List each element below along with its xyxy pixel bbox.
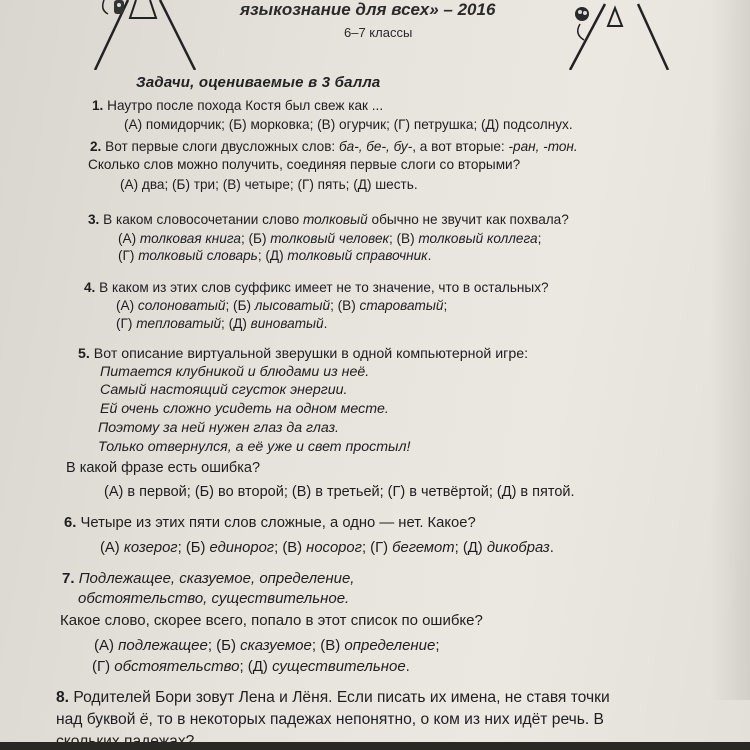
poem-line-1: Питается клубникой и блюдами из неё. — [100, 364, 370, 380]
key-word: толковый — [302, 212, 368, 227]
question-text: Вот описание виртуальной зверушки в одной компьютерной игре: — [93, 346, 529, 362]
question-text: Четыре из этих пяти слов сложные, а одно — нет. Какое? — [80, 515, 476, 531]
question-6 — [64, 515, 476, 532]
question-2-line2: Сколько слов можно получить, соединяя первые слоги со вторыми? — [88, 157, 521, 172]
option-a: козерог — [123, 540, 178, 556]
question-7-options-row1: (А) подлежащее; (Б) сказуемое; (В) определение; — [94, 637, 440, 654]
question-3-options-row2: (Г) толковый словарь; (Д) толковый справочник. — [118, 248, 432, 263]
question-number: 8. — [56, 689, 70, 706]
question-1-options: (А) помидорчик; (Б) морковка; (В) огурчик; (Г) петрушка; (Д) подсолнух. — [124, 117, 573, 132]
question-number: 1. — [92, 98, 104, 113]
word-list-line-2: обстоятельство, существительное. — [78, 590, 350, 607]
syllables-second: -ран, -тон. — [508, 139, 578, 154]
option-a: толковая книга — [139, 231, 241, 246]
question-7-prompt: Какое слово, скорее всего, попало в этот список по ошибке? — [60, 612, 483, 629]
question-3 — [88, 211, 569, 228]
question-6-options: (А) козерог; (Б) единорог; (В) носорог; (Г) бегемот; (Д) дикобраз. — [100, 540, 554, 556]
option-b: лысоватый — [254, 298, 331, 313]
question-number: 5. — [78, 346, 90, 362]
option-c: толковый коллега — [418, 231, 538, 246]
question-text: В каком словосочетании слово — [103, 212, 303, 227]
option-b: единорог — [209, 540, 275, 556]
question-2-options: (А) два; (Б) три; (В) четыре; (Г) пять; (Д) шесть. — [120, 177, 418, 192]
option-c: староватый — [359, 298, 444, 313]
poem-line-5: Только отвернулся, а её уже и свет простыл! — [98, 439, 411, 455]
question-number: 7. — [62, 570, 75, 587]
option-b: сказуемое — [240, 637, 312, 654]
question-number: 3. — [88, 212, 100, 227]
question-1 — [92, 97, 383, 114]
question-4 — [84, 279, 549, 296]
poem-line-4: Поэтому за ней нужен глаз да глаз. — [98, 420, 339, 436]
option-d: обстоятельство — [114, 658, 240, 675]
question-2 — [90, 138, 578, 155]
poem-line-3: Ей очень сложно усидеть на одном месте. — [100, 401, 389, 417]
syllables-first: ба-, бе-, бу- — [339, 139, 413, 154]
option-b: толковый человек — [270, 231, 389, 246]
word-list-line-1: Подлежащее, сказуемое, определение, — [78, 570, 355, 587]
question-5 — [78, 346, 528, 363]
option-d: тепловатый — [136, 316, 222, 331]
grades-label: 6–7 классы — [344, 25, 413, 40]
option-d: бегемот — [392, 540, 455, 556]
question-number: 6. — [64, 515, 77, 531]
question-8-line2: над буквой ё, то в некоторых падежах непонятно, о ком из них идёт речь. В — [56, 711, 604, 728]
question-text: Наутро после похода Костя был свеж как ... — [107, 98, 384, 113]
question-text: Родителей Бори зовут Лена и Лёня. Если писать их имена, не ставя точки — [73, 689, 610, 706]
question-7-options-row2: (Г) обстоятельство; (Д) существительное. — [92, 658, 410, 675]
option-e: виноватый — [250, 316, 324, 331]
page-shadow — [710, 0, 750, 700]
option-c: определение — [344, 637, 436, 654]
section-title: Задачи, оцениваемые в 3 балла — [136, 74, 381, 91]
letter-yo: ё — [139, 711, 149, 728]
letter-a-mascot-left-illustration — [90, 0, 200, 70]
photo-edge-shadow — [0, 742, 750, 750]
option-c: носорог — [306, 540, 362, 556]
question-text: обычно не звучит как похвала? — [367, 212, 569, 227]
option-e: дикобраз — [486, 540, 550, 556]
question-text: , а вот вторые: — [412, 139, 509, 154]
question-text: В каком из этих слов суффикс имеет не то значение, что в остальных? — [99, 280, 549, 295]
poem-line-2: Самый настоящий сгусток энергии. — [100, 382, 348, 398]
question-8 — [56, 688, 610, 707]
question-number: 4. — [84, 280, 96, 295]
option-e: толковый справочник — [287, 248, 428, 263]
olympiad-title: языкознание для всех» – 2016 — [240, 0, 496, 19]
question-3-options-row1: (А) толковая книга; (Б) толковый человек; (В) толковый коллега; — [118, 231, 542, 246]
option-d: толковый словарь — [138, 248, 258, 263]
question-5-prompt: В какой фразе есть ошибка? — [66, 460, 261, 476]
option-a: солоноватый — [137, 298, 226, 313]
question-5-options: (А) в первой; (Б) во второй; (В) в третьей; (Г) в четвёртой; (Д) в пятой. — [104, 484, 575, 500]
question-7 — [62, 570, 354, 587]
question-text: Вот первые слоги двусложных слов: — [105, 139, 339, 154]
question-4-options-row2: (Г) тепловатый; (Д) виноватый. — [116, 316, 328, 331]
option-a: подлежащее — [118, 637, 208, 654]
letter-a-mascot-right-illustration — [560, 0, 670, 70]
question-4-options-row1: (А) солоноватый; (Б) лысоватый; (В) староватый; — [116, 298, 448, 313]
question-number: 2. — [90, 139, 102, 154]
option-e: существительное — [272, 658, 406, 675]
